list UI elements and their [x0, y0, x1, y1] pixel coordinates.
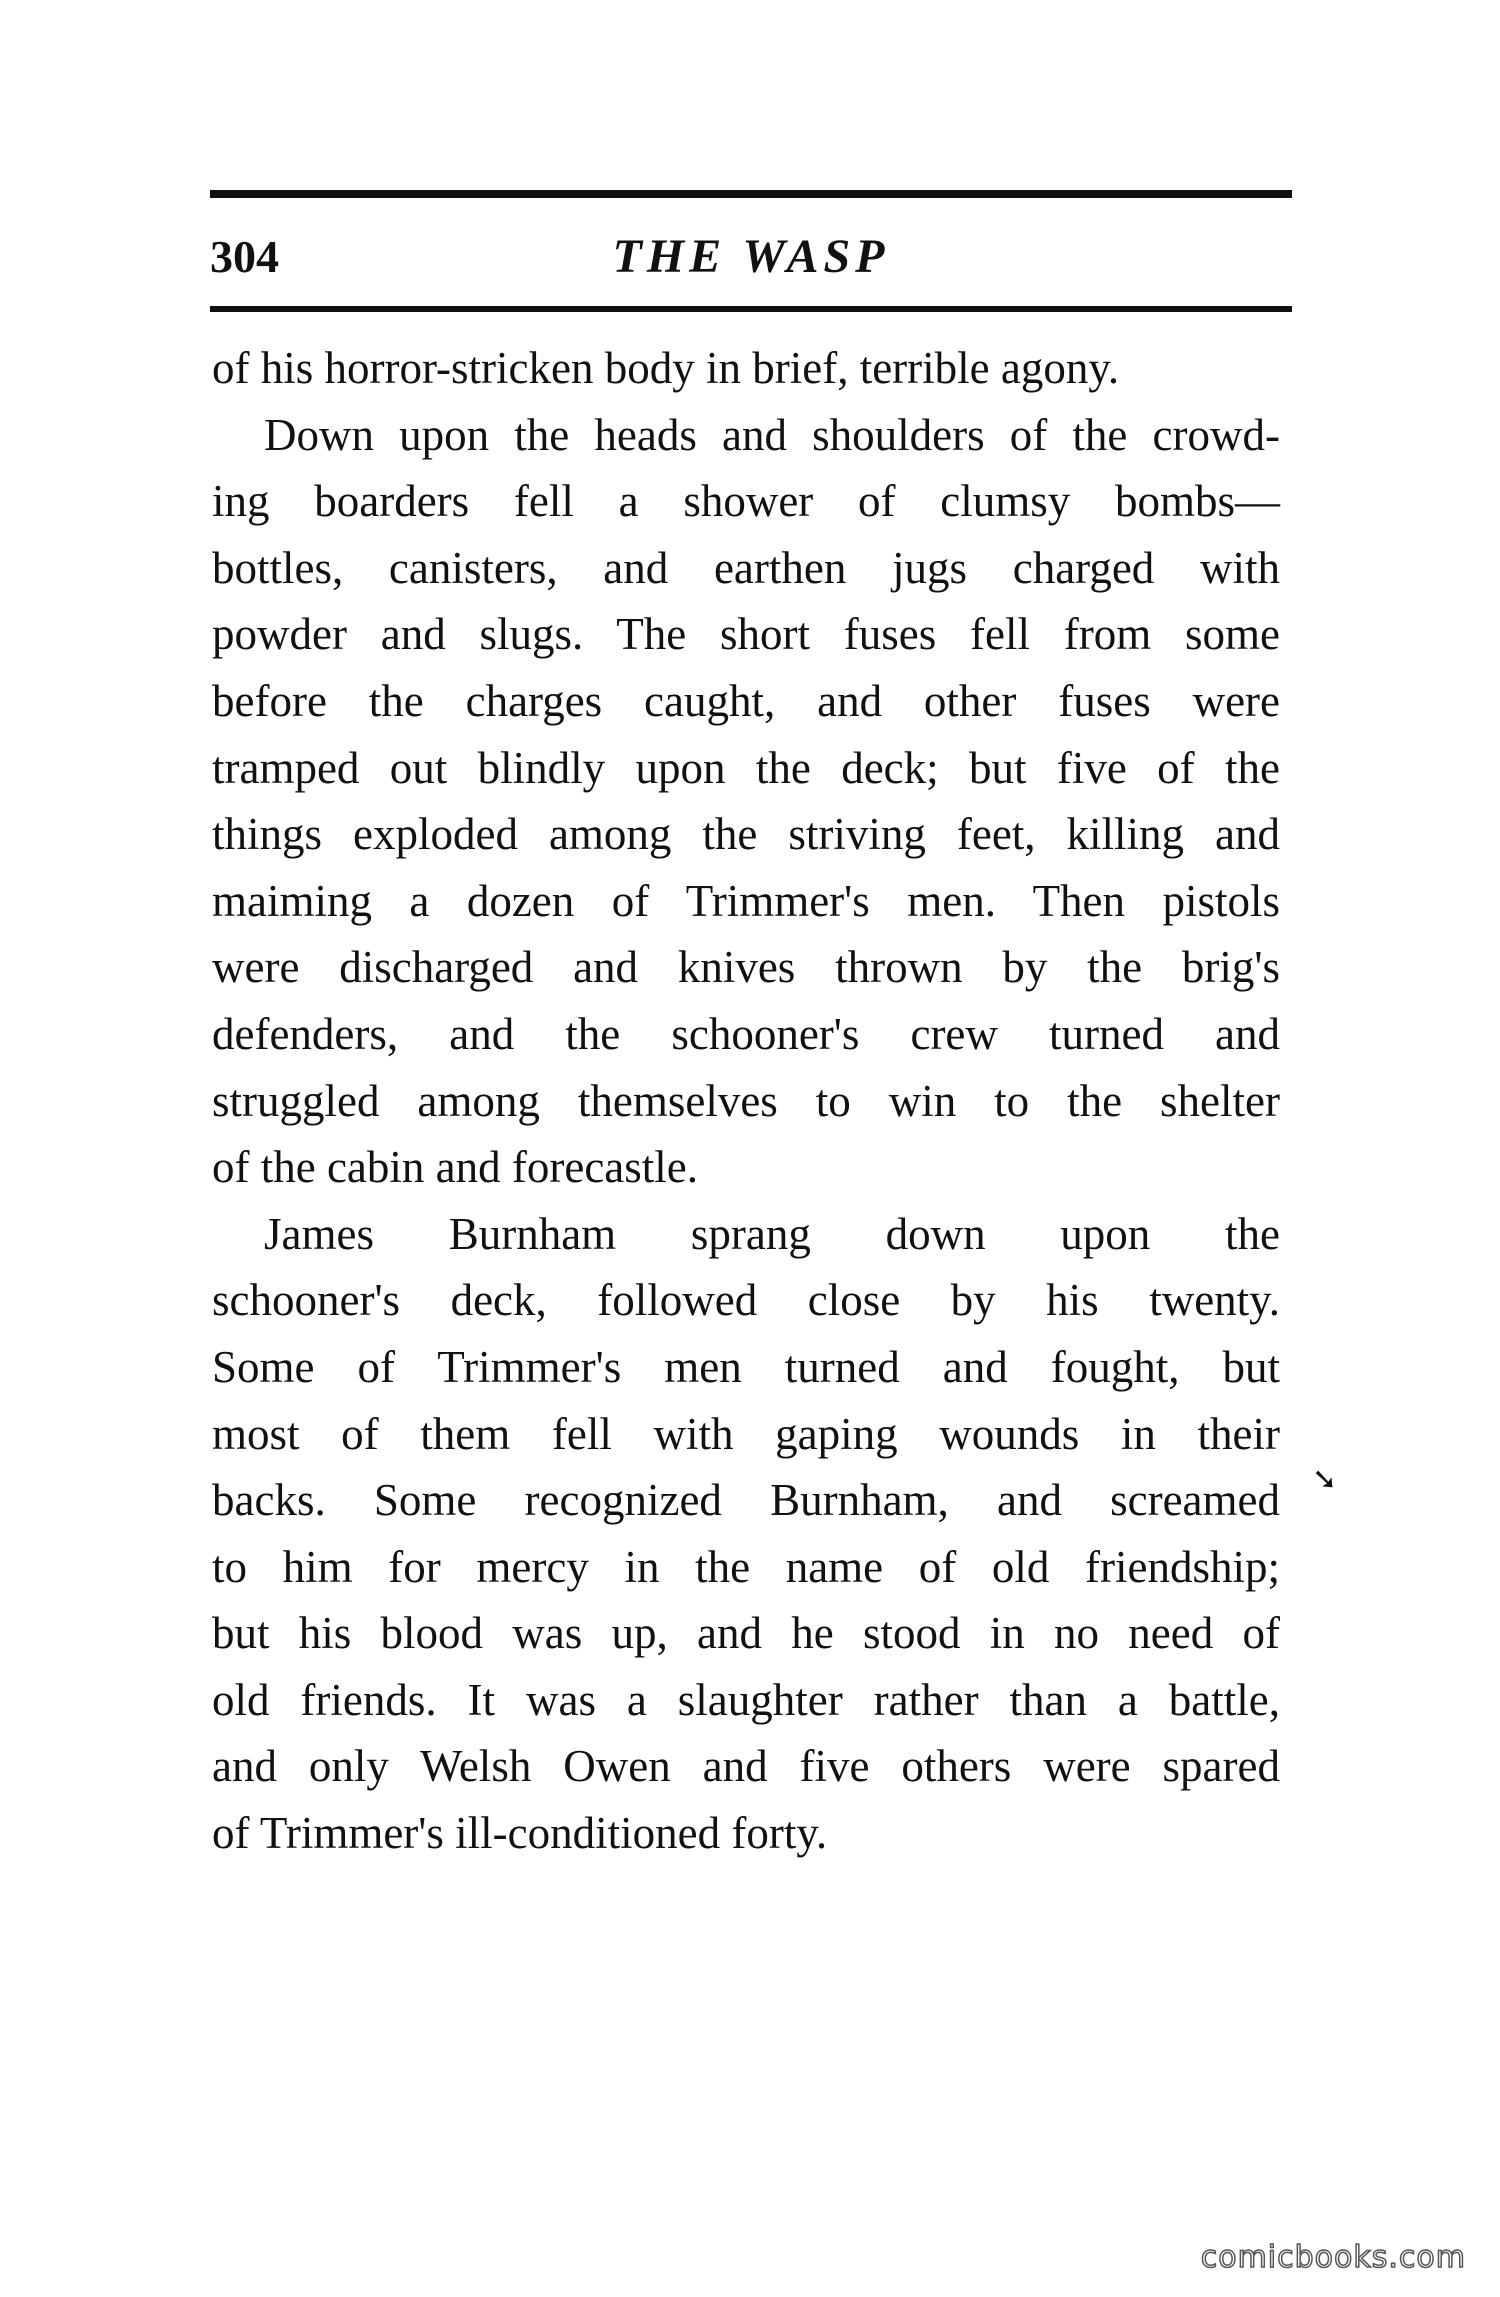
text-line: were discharged and knives thrown by the brig's [212, 942, 1280, 993]
text-line: and only Welsh Owen and five others were spared [212, 1741, 1280, 1792]
text-line: to him for mercy in the name of old friendship; [212, 1541, 1280, 1592]
text-line: James Burnham sprang down upon the [264, 1208, 1280, 1259]
text-line: of the cabin and forecastle. [212, 1142, 699, 1193]
text-line: most of them fell with gaping wounds in their [212, 1408, 1280, 1459]
text-line: of his horror-stricken body in brief, terrible agony. [212, 343, 1120, 393]
text-line: defenders, and the schooner's crew turned and [212, 1008, 1280, 1059]
watermark: comicbooks.com [1200, 2240, 1466, 2275]
text-line: ing boarders fell a shower of clumsy bombs— [212, 476, 1280, 527]
text-line: backs. Some recognized Burnham, and screamed [212, 1475, 1280, 1526]
text-line: old friends. It was a slaughter rather than a battle, [212, 1674, 1280, 1725]
page-number: 304 [210, 231, 279, 282]
margin-mark-icon: ➘ [1312, 1463, 1338, 1496]
running-header [210, 222, 1292, 292]
text-line: bottles, canisters, and earthen jugs charged with [212, 542, 1280, 593]
text-line: struggled among themselves to win to the shelter [212, 1075, 1280, 1126]
text-line: Some of Trimmer's men turned and fought, but [212, 1341, 1280, 1392]
header-rule-bottom [210, 306, 1292, 312]
text-line: of Trimmer's ill-conditioned forty. [212, 1808, 828, 1859]
text-line: before the charges caught, and other fuses were [212, 675, 1280, 726]
text-line: maiming a dozen of Trimmer's men. Then pistols [212, 875, 1280, 926]
text-line: but his blood was up, and he stood in no need of [212, 1608, 1280, 1659]
text-line: powder and slugs. The short fuses fell from some [212, 609, 1280, 660]
header-rule-top [210, 190, 1292, 198]
text-line: tramped out blindly upon the deck; but five of the [212, 742, 1280, 793]
text-line: Down upon the heads and shoulders of the crowd- [264, 409, 1280, 460]
text-line: things exploded among the striving feet, killing and [212, 809, 1280, 860]
body-text [212, 335, 1280, 1867]
text-line: schooner's deck, followed close by his twenty. [212, 1275, 1280, 1326]
running-title: THE WASP [612, 230, 890, 283]
